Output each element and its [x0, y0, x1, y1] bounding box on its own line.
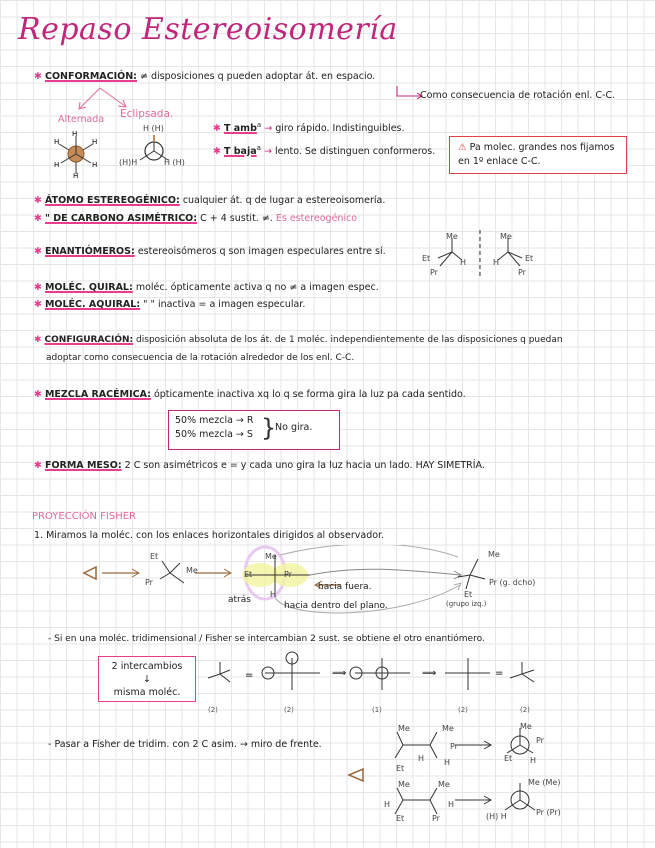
eclipsed-h-left: (H)H [119, 158, 138, 167]
eclipsed-h-top: H (H) [143, 124, 164, 133]
warning-box [449, 136, 627, 174]
intercambios-box [98, 656, 196, 702]
atom-et: Et [396, 764, 405, 773]
atom-pr: Pr [432, 814, 440, 823]
atom-h: H [92, 161, 98, 169]
hacia-fuera-label: hacia fuera. [318, 582, 372, 592]
fisher-exchange-sequence [190, 648, 550, 703]
warning-icon: ⚠ [458, 142, 467, 153]
atom-h: H [418, 754, 425, 763]
arrow-down-icon: ↓ [143, 674, 151, 685]
atom-pr: Pr [145, 578, 153, 587]
atras-label: atrás [228, 595, 251, 605]
def-atomo [34, 195, 385, 207]
def-extra: Es estereogénico [275, 213, 358, 224]
arrow-right-icon: → [264, 123, 273, 135]
warning-text: Pa molec. grandes nos fijamos en 1º enlace C-C. [458, 142, 615, 167]
alternada-label: Alternada [58, 114, 105, 125]
atom-meme: Me (Me) [528, 778, 561, 787]
atom-et: Et [422, 254, 431, 263]
mezcla-s: 50% mezcla → S [175, 429, 253, 440]
fisher-step2: - Si en una moléc. tridimensional / Fisher se intercambian 2 sust. se obtiene el otro enantiómero. [48, 634, 485, 644]
t-amb-sup: a [256, 121, 262, 129]
atom-h: H [92, 138, 98, 146]
atom-me: Me [186, 566, 198, 575]
atom-pr: Pr [518, 268, 526, 277]
atom-et: Et [525, 254, 534, 263]
def-text: cualquier át. q de lugar a estereoisomería. [182, 195, 386, 206]
exchange-count: (1) [372, 706, 382, 714]
atom-pr: Pr [536, 736, 544, 745]
bullet-star-icon: ✱ [34, 71, 42, 82]
atom-pr: Pr [450, 742, 458, 751]
equals-icon: = [245, 670, 254, 681]
bullet-star-icon: ✱ [34, 195, 42, 206]
misma-label: misma moléc. [113, 687, 181, 698]
atom-h: H [73, 172, 79, 178]
def-text: moléc. ópticamente activa q no ≠ a imagen espec. [135, 282, 379, 293]
atom-me: Me [520, 722, 532, 731]
t-amb-line [213, 119, 405, 135]
hacia-dentro-label: hacia dentro del plano. [284, 601, 388, 611]
atom-h: H [530, 756, 537, 765]
bullet-star-icon: ✱ [34, 389, 42, 400]
fisher-step3: - Pasar a Fisher de tridim. con 2 C asim. → miro de frente. [48, 739, 322, 750]
mezcla-r: 50% mezcla → R [175, 415, 254, 426]
def-aquiral [34, 299, 305, 311]
atom-h: H [72, 130, 78, 138]
atom-et: Et [244, 570, 253, 579]
conformacion-term: CONFORMACIÓN: [44, 71, 137, 82]
atom-pr: Pr [430, 268, 438, 277]
bullet-star-icon: ✱ [34, 213, 42, 224]
def-enantiomeros [34, 246, 386, 258]
brace-icon: } [261, 414, 277, 442]
bullet-star-icon: ✱ [34, 335, 42, 345]
exchange-count: (2) [284, 706, 294, 714]
bullet-star-icon: ✱ [34, 299, 42, 310]
atom-h: H [460, 258, 467, 267]
grupo-izq-label: (grupo izq.) [446, 600, 487, 608]
def-quiral [34, 282, 379, 294]
intercambios-label: 2 intercambios [111, 661, 183, 672]
conformacion-note: Como consecuencia de rotación enl. C-C. [420, 90, 616, 101]
t-baja-sup: a [256, 144, 261, 152]
meso-line [34, 460, 485, 472]
atom-et: Et [504, 754, 513, 763]
eclipsed-h-right: H (H) [164, 158, 185, 167]
bullet-star-icon: ✱ [34, 460, 42, 471]
def-term: MOLÉC. QUIRAL: [44, 282, 133, 293]
configuracion-term: CONFIGURACIÓN: [44, 335, 134, 345]
atom-hh: (H) H [486, 812, 507, 821]
def-term: ÁTOMO ESTEREOGÉNICO: [44, 195, 180, 206]
t-baja-term: T baja [223, 146, 257, 158]
def-text: C + 4 sustit. ≠. [200, 213, 273, 224]
atom-me: Me [438, 780, 450, 789]
atom-et: Et [150, 552, 159, 561]
fisher-heading: PROYECCIÓN FISHER [32, 511, 137, 522]
newman-staggered-icon [52, 130, 100, 178]
exchange-count: (2) [458, 706, 468, 714]
double-arrow-icon: ⟹ [422, 668, 437, 679]
atom-me: Me [500, 232, 512, 241]
exchange-count: (2) [208, 706, 218, 714]
exchange-count: (2) [520, 706, 530, 714]
arrow-right-icon: → [263, 146, 272, 158]
atom-h: H [384, 800, 391, 809]
atom-h: H [270, 590, 277, 599]
equals-icon: = [495, 668, 504, 679]
atom-h: H [444, 758, 451, 767]
configuracion-line1 [34, 334, 563, 346]
def-term: " DE CARBONO ASIMÉTRICO: [44, 213, 198, 224]
mezcla-line [34, 389, 466, 401]
conformacion-line [34, 71, 375, 83]
configuracion-line2: adoptar como consecuencia de la rotación alrededor de los enl. C-C. [46, 353, 355, 363]
fisher-step1: 1. Miramos la moléc. con los enlaces horizontales dirigidos al observador. [34, 530, 385, 541]
atom-h: H [493, 258, 500, 267]
atom-et: Et [464, 590, 473, 599]
meso-term: FORMA MESO: [44, 460, 122, 471]
t-baja-text: lento. Se distinguen conformeros. [274, 146, 436, 158]
atom-h: H [54, 161, 60, 169]
def-text: " " inactiva = a imagen especular. [143, 299, 306, 310]
atom-me: Me [446, 232, 458, 241]
def-term: ENANTIÓMEROS: [44, 246, 135, 257]
t-amb-text: giro rápido. Indistinguibles. [275, 123, 405, 135]
atom-pr: Pr [284, 570, 292, 579]
configuracion-text: disposición absoluta de los át. de 1 moléc. independientemente de las disposiciones q puedan [136, 335, 563, 345]
def-carbono [34, 213, 357, 225]
bullet-star-icon: ✱ [34, 246, 42, 257]
eclipsada-label: Eclipsada. [120, 108, 174, 120]
atom-h: H [448, 800, 455, 809]
mezcla-term: MEZCLA RACÉMICA: [44, 389, 151, 400]
def-term: MOLÉC. AQUIRAL: [44, 299, 141, 310]
mezcla-text: ópticamente inactiva xq lo q se forma gira la luz pa cada sentido. [153, 389, 466, 400]
atom-me: Me [265, 552, 277, 561]
bullet-star-icon: ✱ [213, 123, 221, 135]
mezcla-box [168, 410, 340, 450]
def-text: estereoisómeros q son imagen especulares entre sí. [137, 246, 386, 257]
mezcla-result: No gira. [275, 422, 313, 433]
t-baja-line [213, 142, 435, 158]
atom-me: Me [398, 724, 410, 733]
bullet-star-icon: ✱ [213, 146, 221, 158]
bullet-star-icon: ✱ [34, 282, 42, 293]
meso-text: 2 C son asimétricos e = y cada uno gira la luz hacia un lado. HAY SIMETRÍA. [124, 460, 485, 471]
t-amb-term: T amb [223, 123, 257, 135]
pr-label: Pr (g. dcho) [489, 578, 536, 587]
atom-et: Et [396, 814, 405, 823]
atom-me: Me [442, 724, 454, 733]
double-arrow-icon: ⟹ [332, 668, 347, 679]
atom-me: Me [398, 780, 410, 789]
atom-prpr: Pr (Pr) [536, 808, 561, 817]
atom-me: Me [488, 550, 500, 559]
conformacion-text: ≠ disposiciones q pueden adoptar át. en espacio. [140, 71, 376, 82]
page-title: Repaso Estereoisomería [18, 12, 398, 47]
atom-h: H [54, 138, 60, 146]
